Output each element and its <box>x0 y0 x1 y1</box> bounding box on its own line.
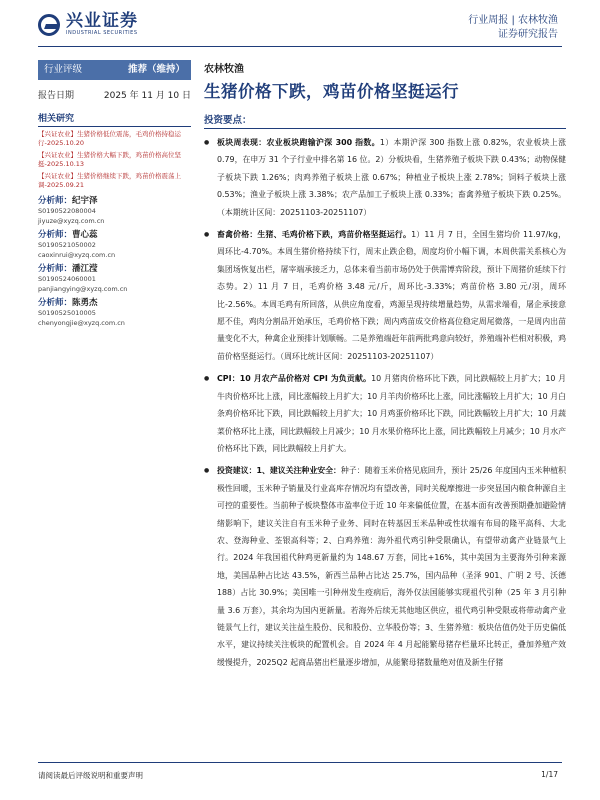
report-title: 生猪价格下跌，鸡苗价格坚挺运行 <box>204 82 459 101</box>
analyst-email[interactable]: panjiangying@xyzq.com.cn <box>38 285 128 293</box>
logo-icon <box>38 14 60 36</box>
rating-label: 行业评级 <box>44 64 83 75</box>
analyst-name: 曹心蕊 <box>72 230 98 240</box>
analyst-cert: S0190525010005 <box>38 309 96 317</box>
bullet-body: 1）本期沪深 300 指数上涨 0.82%，农业板块上涨 0.79，在申万 31 个子行业中排名第 16 位。2）分板块看，生猪养殖子板块下跌 0.43%；动物保健子板块下跌 1.26%；肉鸡养殖子板块上涨 0.67%；种植业子板块上涨 2.78%；饲料子板块上涨 0.53%；渔业子板块上涨 3.38%；农产品加工子板块上涨 0.33%；畜禽养殖子板块下跌 0.25%。（本期统计区间：20251103-20251107） <box>217 138 566 217</box>
analyst-cert: S0190522080004 <box>38 207 96 215</box>
analyst-cert: S0190521050002 <box>38 241 96 249</box>
analyst-block <box>38 196 191 328</box>
logo-cn: 兴业证券 <box>66 11 138 31</box>
industry-label: 农林牧渔 <box>204 64 244 75</box>
footer-divider <box>38 762 562 763</box>
bullet-investment-advice <box>204 462 566 671</box>
analyst-label: 分析师： <box>38 196 73 206</box>
date-value: 2025 年 11 月 10 日 <box>103 91 191 101</box>
analyst-email[interactable]: jiyuze@xyzq.com.cn <box>38 217 105 225</box>
company-logo <box>38 12 138 37</box>
bullet-cpi <box>204 370 566 457</box>
footer-disclaimer: 请阅读最后评级说明和重要声明 <box>38 771 143 780</box>
analyst-name: 潘江滢 <box>72 264 98 274</box>
date-label: 报告日期 <box>38 91 75 101</box>
analyst-label: 分析师： <box>38 298 73 308</box>
sidebar <box>38 60 191 328</box>
analyst-label: 分析师： <box>38 230 73 240</box>
report-date <box>38 88 191 101</box>
bullet-head: 畜禽价格：生猪、毛鸡价格下跌，鸡苗价格坚挺运行。 <box>217 230 412 240</box>
analyst-email[interactable]: caoxinrui@xyzq.com.cn <box>38 251 116 259</box>
bullet-livestock-prices <box>204 226 566 365</box>
bullet-head: 板块周表现：农业板块跑输沪深 300 指数。 <box>217 138 380 147</box>
related-link[interactable]: 【兴证农业】生猪价格继续下跌，鸡苗价格震荡上调-2025.09.21 <box>38 172 181 189</box>
sector-tag: 农林牧渔 <box>518 15 558 26</box>
bullet-head: 投资建议：1、建议关注种业安全： <box>217 466 341 476</box>
keypoints-title: 投资要点： <box>204 112 566 129</box>
rating-bar <box>38 60 191 80</box>
analyst-cert: S0190524060001 <box>38 275 96 283</box>
related-list <box>38 130 191 190</box>
bullet-body: 10 月猪肉价格环比下跌，同比跌幅较上月扩大；10 月牛肉价格环比上涨，同比涨幅较上月扩大；10 月羊肉价格环比上涨，同比涨幅较上月扩大；10 月白条鸡价格环比下跌，同比跌幅较上月扩大；10 月鸡蛋价格环比下跌，同比跌幅较上月扩大；10 月蔬菜价格环比上涨，同比跌幅较上月减少；10 月水果价格环比上涨，同比跌幅较上月减少；10 月水产价格环比下跌，同比跌幅较上月扩大。 <box>217 374 566 453</box>
analyst-email[interactable]: chenyongjie@xyzq.com.cn <box>38 319 125 327</box>
bullet-sector-performance <box>204 134 566 221</box>
page-number: 1/17 <box>541 770 558 779</box>
header-meta: 行业周报 | 农林牧渔 证券研究报告 <box>468 15 558 40</box>
dept: 证券研究报告 <box>498 29 558 40</box>
related-title: 相关研究 <box>38 111 191 127</box>
related-link[interactable]: 【兴证农业】生猪价格低位震荡，毛鸡价格持稳运行-2025.10.20 <box>38 130 181 147</box>
bullet-body: 1）11 月 7 日，全国生猪均价 11.97/kg，周环比-4.70%。本周生猪价格持续下行，周末止跌企稳，周度均价小幅下调，本周供需关系核心为集团场恢复出栏，屠宰端承接乏力，总体来看当前市场仍处于供需博弈阶段，预计下周猪价延续下行态势。2）11 月 7 日，毛鸡价格 3.48 元/斤，周环比-3.33%；鸡苗价格 3.80 元/羽，周环比-2.56%。本周毛鸡有所回落，从供应角度看，鸡源呈现持续增量趋势，从需求端看，屠企承接意愿不佳，鸡肉分割品开始承压，毛鸡价格下跌；周内鸡苗成交价格高位稳定周尾微落，一是周内出苗量变化不大，种禽企业预排计划顺畅。二是养殖端赶年前两批鸡意向较好，养殖端补栏相对积极，鸡苗价格坚挺运行。（周环比统计区间：20251103-20251107） <box>217 230 566 361</box>
analyst-name: 陈勇杰 <box>72 298 98 308</box>
main-content <box>204 60 566 671</box>
rating-value: 推荐（维持） <box>127 64 185 75</box>
related-link[interactable]: 【兴证农业】生猪价格大幅下跌，鸡苗价格高位坚挺-2025.10.13 <box>38 151 181 168</box>
logo-en: INDUSTRIAL SECURITIES <box>66 30 138 36</box>
header-divider <box>38 46 562 47</box>
report-type: 行业周报 <box>468 15 509 26</box>
analyst-label: 分析师： <box>38 264 73 274</box>
analyst-name: 纪宇泽 <box>72 196 98 206</box>
bullet-head: CPI：10 月农产品价格对 CPI 为负贡献。 <box>217 374 372 384</box>
bullet-body: 种子：随着玉米价格见底回升，预计 25/26 年度国内玉米种植积极性回暖，玉米种子销量及行业高库存情况均有望改善，同时关税摩擦进一步突显国内粮食种源自主可控的重要性。当前种子板块整体市盈率位于近 10 年来偏低位置，在基本面有改善预期叠加避险情绪影响下，建议关注自有玉米种子业务、同时在转基因玉米品种或性状端有布局的隆平高科、大北农、登海种业、荃银高科等；2、白鸡养殖：海外祖代鸡引种受限确认，有望带动禽产业链景气上行。2024 年我国祖代种鸡更新量约为 148.67 万套，同比+16%，其中美国为主要海外引种来源地，美国品种占比达 43.5%，新西兰品种占比达 25.7%，国内品种（圣泽 901、广明 2 号、沃德 188）占比 30.9%；美国唯一引种州发生疫病后，海外仅法国能够实现祖代引种（25 年 3 月引种量 3.6 万套），其余均为国内更新量。若海外后续无其他地区供应，祖代鸡引种受限或将带动禽产业链景气上行，建议关注益生股份、民和股份、立华股份等；3、生猪养殖：板块估值仍处于历史偏低水平，建议持续关注板块的配置机会。自 2024 年 4 月起能繁母猪存栏量环比转正，叠加养殖产效缓慢提升，2025Q2 起商品猪出栏量逐步增加，从能繁母猪数量绝对值及新生仔猪 <box>217 466 566 667</box>
